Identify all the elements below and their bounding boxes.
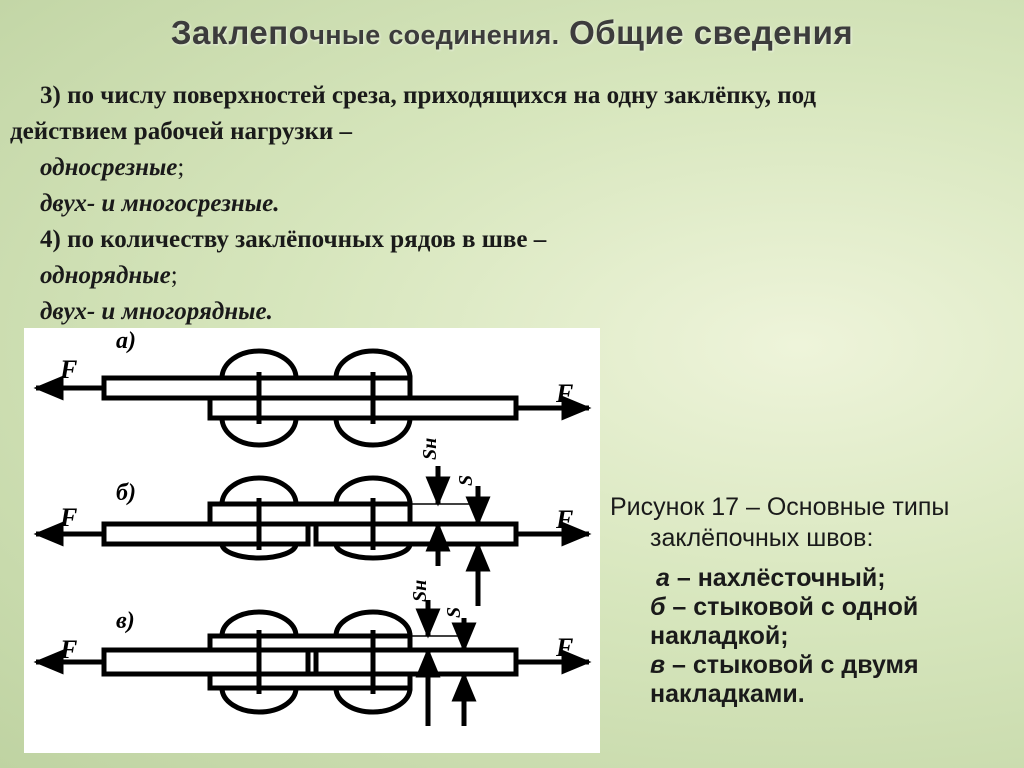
butt-joint-double-cover-diagram [36,580,589,726]
item-3-option-2: двух- и многосрезные. [40,190,280,217]
plate-v-right [316,650,516,674]
legend-item-a [650,564,1015,593]
caption-line-1: Рисунок 17 – Основные типы [610,493,950,521]
legend-text-a: – нахлёсточный; [669,564,886,592]
item-3-line-1: 3) по числу поверхностей среза, приходящихся на одну заклёпку, под [40,82,817,109]
item-4-option-2: двух- и многорядные. [40,298,273,325]
dim-label-b-s: S [455,474,477,486]
legend-text-v: – стыковой с двумя [665,651,919,679]
caption-line-2: заклёпочных швов: [650,524,874,552]
cover-plate-b [210,504,410,524]
item-3-option-1-text: односрезные [40,154,178,181]
force-label-b-right: F [556,505,574,534]
title-part-2: чные соединения. [309,20,560,50]
slide-title [0,14,1024,52]
legend-item-b [650,593,1015,622]
dim-label-v-sh: Sн [409,579,431,602]
caption-legend [610,564,1015,709]
force-label-v-left: F [60,635,78,664]
label-v: в) [116,608,135,634]
cover-plate-v-bottom [210,674,410,688]
item-3-option-1 [10,150,1020,186]
force-label-a-right: F [556,379,574,408]
plate-a-lower [210,398,516,418]
item-3-option-1-punct: ; [177,154,185,181]
butt-joint-single-cover-diagram [36,438,589,606]
legend-item-v-continued: накладками. [650,680,805,708]
item-4-option-1-text: однорядные [40,262,171,289]
item-4-option-1-punct: ; [170,262,178,289]
rivet-joints-drawing [24,328,600,753]
figure-caption [610,492,1015,709]
item-3-line-2: действием рабочей нагрузки – [10,118,353,145]
title-part-1: Заклепо [170,14,310,51]
item-4-line: 4) по количеству заклёпочных рядов в шве – [40,226,547,253]
plate-b-left [104,524,308,544]
plate-v-left [104,650,308,674]
force-label-a-left: F [60,355,78,384]
legend-item-v [650,651,1015,680]
legend-letter-a: а [656,564,670,592]
lap-joint-diagram [36,328,589,445]
label-b: б) [116,480,136,506]
rivet-joints-figure [24,328,600,753]
legend-letter-b: б [650,593,666,621]
force-label-b-left: F [60,503,78,532]
legend-letter-v: в [650,651,666,679]
label-a: а) [116,328,136,354]
item-4-option-1 [10,258,1020,294]
title-part-3: Общие сведения [559,14,854,51]
dim-label-b-sh: Sн [419,437,441,460]
force-label-v-right: F [556,633,574,662]
body-text [10,78,1020,330]
dim-label-v-s: S [443,606,465,618]
legend-item-b-continued: накладкой; [650,622,789,650]
legend-text-b: – стыковой с одной [665,593,919,621]
plate-b-right [316,524,516,544]
